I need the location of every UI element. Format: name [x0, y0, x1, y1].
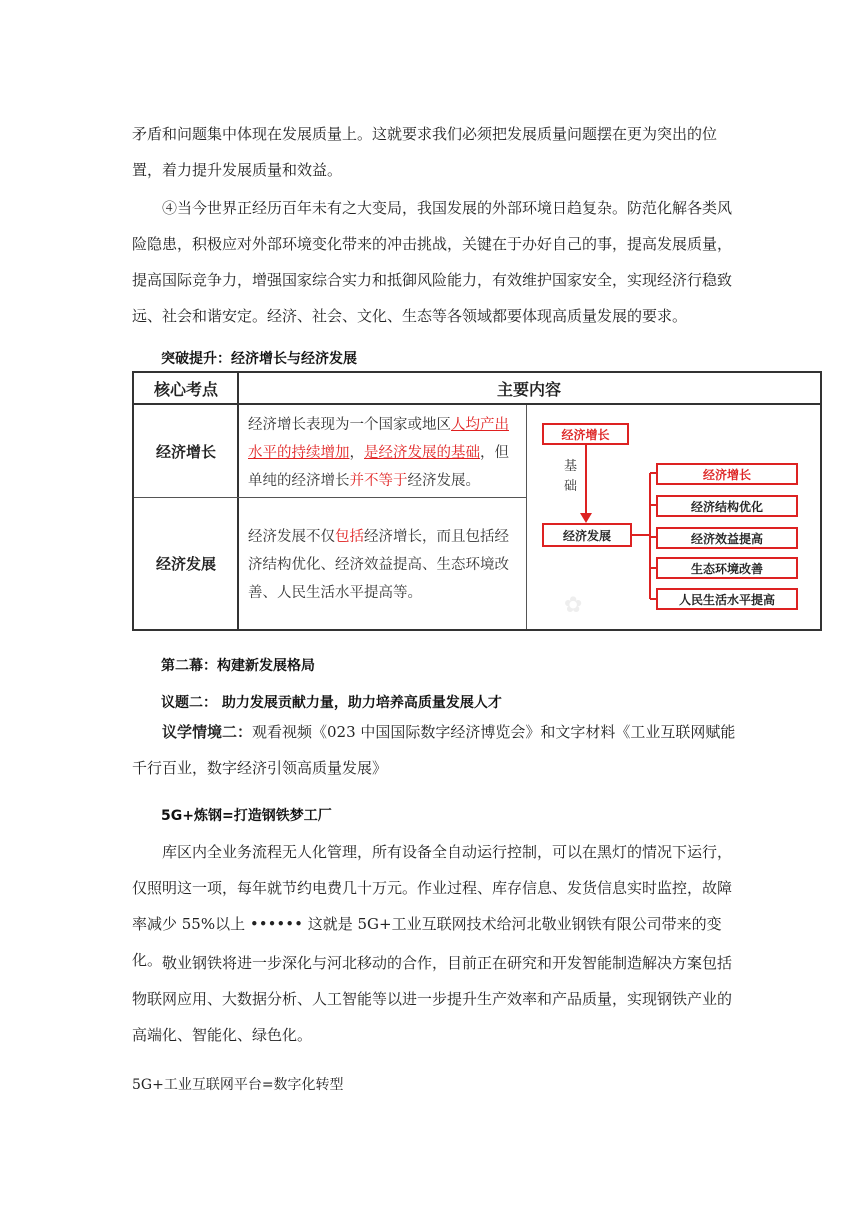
header-main-content: 主要内容: [496, 379, 561, 399]
arrow-label-2: 础: [564, 479, 578, 494]
row-label-economic-development: 经济发展: [155, 555, 216, 573]
key-points-table: [132, 371, 822, 631]
diagram-item-2: 经济结构优化: [656, 495, 798, 517]
context-two: [132, 714, 738, 786]
row-label-economic-growth: 经济增长: [155, 442, 216, 461]
row1-text-c: ，但单纯的经济增长: [248, 445, 509, 489]
paragraph-4: 敬业钢铁将进一步深化与河北移动的合作，目前正在研究和开发智能制造解决方案包括物联网应用、大数据分析、人工智能等以进一步提升生产效率和产品质量，实现钢铁产业的高端化、智能化、绿色化。: [132, 954, 733, 1044]
context-two-label: 议学情境二：: [162, 723, 253, 741]
row2-text-b: 经济增长，而且包括经济结构优化、经济效益提高、生态环境改善、人民生活水平提高等。: [248, 529, 509, 601]
row1-highlight-2: 是经济发展的基础: [364, 445, 480, 461]
arrow-head-icon: [580, 513, 592, 523]
row2-text-a: 经济发展不仅: [248, 529, 335, 545]
diagram-item-1: 经济增长: [656, 463, 798, 485]
row1-text-a: 经济增长表现为一个国家或地区: [248, 417, 451, 433]
paragraph-2: ④当今世界正经历百年未有之大变局，我国发展的外部环境日趋复杂。防范化解各类风险隐患，积极应对外部环境变化带来的冲击挑战，关键在于办好自己的事，提高发展质量，提高国际竞争力，增强国家综合实力和抵御风险能力，有效维护国家安全，实现经济行稳致远、社会和谐安定。经济、社会、文化、生态等各领域都要体现高质量发展的要求。: [132, 199, 733, 325]
last-line: 5G+工业互联网平台=数字化转型: [132, 1077, 344, 1093]
paragraph-1: 矛盾和问题集中体现在发展质量上。这就要求我们必须把发展质量问题摆在更为突出的位置，着力提升发展质量和效益。: [132, 125, 718, 179]
row2-highlight-1: 包括: [335, 529, 364, 545]
context-two-text: 观看视频《023 中国国际数字经济博览会》和文字材料《工业互联网赋能千行百业，数字经济引领高质量发展》: [132, 723, 736, 777]
diagram-item-3: 经济效益提高: [656, 527, 798, 549]
topic-two: 议题二： 助力发展贡献力量，助力培养高质量发展人才: [161, 695, 502, 711]
header-key-point: 核心考点: [153, 379, 218, 399]
diagram-item-5: 人民生活水平提高: [656, 588, 798, 610]
heading-act-two: 第二幕：构建新发展格局: [161, 658, 315, 674]
diagram-box-economic-growth: 经济增长: [542, 423, 629, 445]
watermark: ✿: [564, 593, 585, 618]
row1-text-d: 经济发展。: [407, 473, 480, 489]
row1-text-b: ，: [349, 445, 364, 461]
paragraph-3: 库区内全业务流程无人化管理，所有设备全自动运行控制，可以在黑灯的情况下运行，仅照明这一项，每年就节约电费几十万元。作业过程、库存信息、发货信息实时监控，故障率减少 55%以上 •••••• 这就是 5G+工业互联网技术给河北敬业钢铁有限公司带来的变化。: [132, 843, 733, 969]
section-title: 突破提升：经济增长与经济发展: [161, 351, 357, 367]
sub-heading-5g-steel: 5G+炼钢=打造钢铁梦工厂: [161, 808, 332, 824]
row1-highlight-1: 人均产出水平的持续增加: [248, 417, 509, 461]
diagram-box-economic-development: 经济发展: [542, 523, 632, 547]
row1-highlight-3: 并不等于: [349, 473, 408, 489]
diagram-item-4: 生态环境改善: [656, 557, 798, 579]
arrow-label-1: 基: [564, 459, 578, 474]
